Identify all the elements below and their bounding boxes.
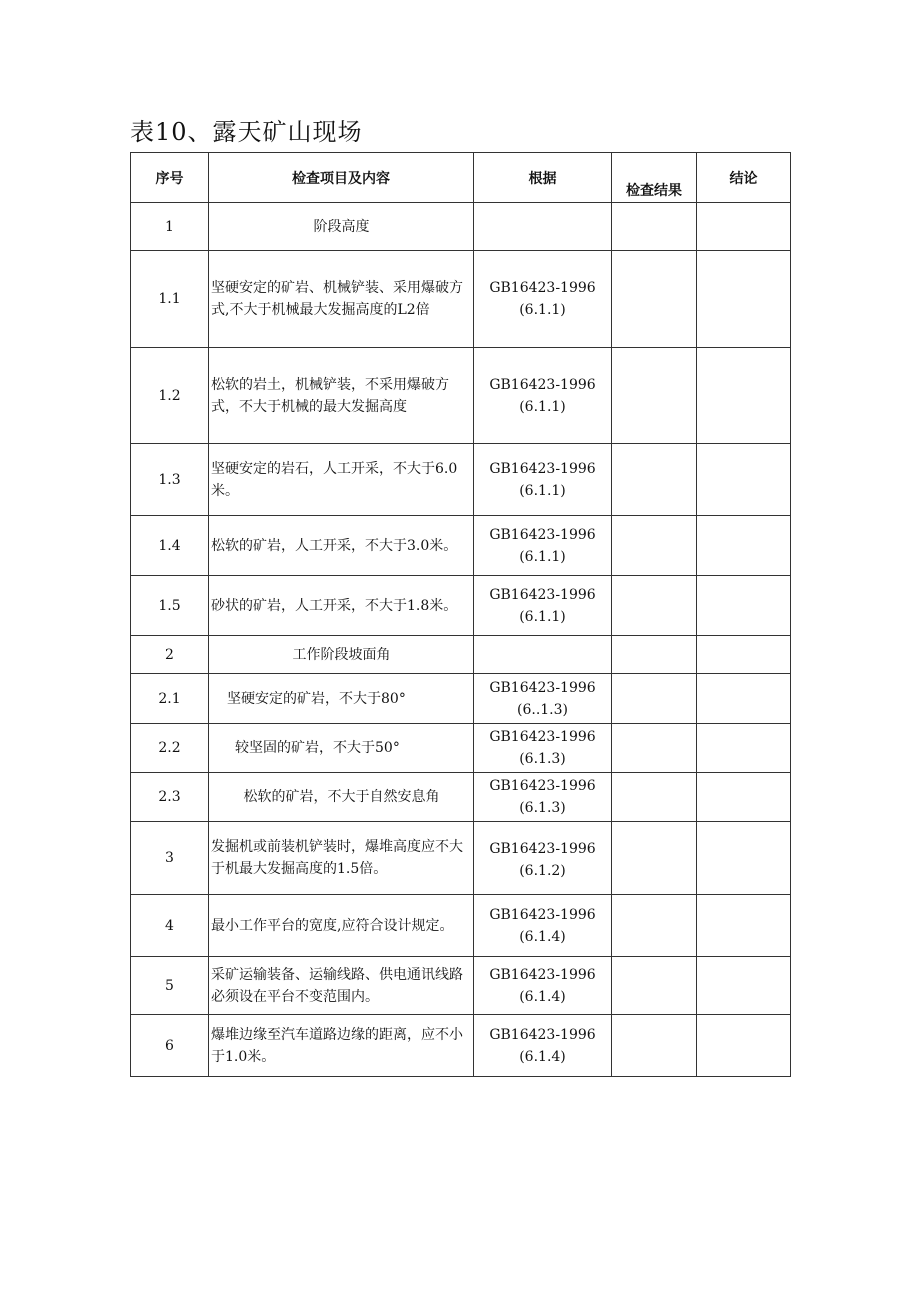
- table-row: [131, 636, 791, 674]
- row-result-cell[interactable]: [612, 895, 697, 957]
- basis-standard: GB16423-1996: [489, 526, 596, 543]
- row-item: 松软的矿岩，人工开采，不大于3.0米。: [209, 516, 474, 576]
- row-no: 1: [131, 203, 209, 251]
- table-row: [131, 251, 791, 348]
- basis-standard: GB16423-1996: [489, 778, 596, 794]
- table-row: [131, 1015, 791, 1077]
- table-row: [131, 516, 791, 576]
- table-row: [131, 773, 791, 822]
- header-result: 检查结果: [612, 153, 697, 203]
- table-row: [131, 957, 791, 1015]
- basis-clause: (6..1.3): [517, 701, 568, 718]
- basis-standard: GB16423-1996: [489, 679, 596, 696]
- table-row: [131, 348, 791, 444]
- row-no: 2.1: [131, 674, 209, 724]
- row-item: 工作阶段坡面角: [209, 636, 474, 674]
- row-item: 采矿运输装备、运输线路、供电通讯线路必须设在平台不变范围内。: [209, 957, 474, 1015]
- table-row: [131, 724, 791, 773]
- row-conclusion-cell[interactable]: [697, 251, 791, 348]
- row-basis: [474, 444, 612, 516]
- row-conclusion-cell[interactable]: [697, 895, 791, 957]
- basis-clause: (6.1.3): [519, 800, 566, 816]
- row-conclusion-cell[interactable]: [697, 203, 791, 251]
- row-basis: [474, 822, 612, 895]
- row-conclusion-cell[interactable]: [697, 674, 791, 724]
- row-basis: [474, 773, 612, 822]
- row-conclusion-cell[interactable]: [697, 957, 791, 1015]
- row-conclusion-cell[interactable]: [697, 724, 791, 773]
- row-no: 3: [131, 822, 209, 895]
- basis-standard: GB16423-1996: [489, 460, 596, 477]
- basis-clause: (6.1.3): [519, 751, 566, 767]
- table-row: [131, 895, 791, 957]
- table-row: [131, 674, 791, 724]
- row-conclusion-cell[interactable]: [697, 444, 791, 516]
- row-item: 砂状的矿岩，人工开采，不大于1.8米。: [209, 576, 474, 636]
- row-item: 坚硬安定的矿岩、机械铲装、采用爆破方式,不大于机械最大发掘高度的L2倍: [209, 251, 474, 348]
- basis-clause: (6.1.2): [519, 863, 566, 879]
- basis-clause: (6.1.1): [519, 548, 566, 565]
- row-item: 较坚固的矿岩，不大于50°: [209, 724, 474, 773]
- table-row: [131, 444, 791, 516]
- table-header-row: [131, 153, 791, 203]
- row-no: 5: [131, 957, 209, 1015]
- basis-standard: GB16423-1996: [489, 841, 596, 857]
- basis-standard: GB16423-1996: [489, 906, 596, 923]
- basis-standard: GB16423-1996: [489, 729, 596, 745]
- basis-standard: GB16423-1996: [489, 376, 596, 393]
- row-basis: [474, 674, 612, 724]
- row-no: 6: [131, 1015, 209, 1077]
- header-no: 序号: [131, 153, 209, 203]
- table-row: [131, 576, 791, 636]
- basis-clause: (6.1.4): [519, 988, 566, 1005]
- row-item: 松软的岩土，机械铲装，不采用爆破方式，不大于机械的最大发掘高度: [209, 348, 474, 444]
- row-result-cell[interactable]: [612, 957, 697, 1015]
- basis-clause: (6.1.4): [519, 1048, 566, 1065]
- row-no: 1.5: [131, 576, 209, 636]
- row-conclusion-cell[interactable]: [697, 1015, 791, 1077]
- basis-clause: (6.1.1): [519, 302, 566, 318]
- row-item: 坚硬安定的岩石，人工开采，不大于6.0米。: [209, 444, 474, 516]
- row-conclusion-cell[interactable]: [697, 636, 791, 674]
- basis-standard: GB16423-1996: [489, 1026, 596, 1043]
- row-result-cell[interactable]: [612, 822, 697, 895]
- row-result-cell[interactable]: [612, 773, 697, 822]
- table-row: [131, 822, 791, 895]
- header-item: 检查项目及内容: [209, 153, 474, 203]
- row-result-cell[interactable]: [612, 251, 697, 348]
- row-item: 爆堆边缘至汽车道路边缘的距离，应不小于1.0米。: [209, 1015, 474, 1077]
- row-basis: [474, 1015, 612, 1077]
- row-item: 发掘机或前装机铲装时，爆堆高度应不大于机最大发掘高度的1.5倍。: [209, 822, 474, 895]
- row-basis: [474, 576, 612, 636]
- page-title: 表10、露天矿山现场: [130, 118, 363, 146]
- basis-standard: GB16423-1996: [489, 280, 596, 296]
- row-item: 松软的矿岩，不大于自然安息角: [209, 773, 474, 822]
- basis-clause: (6.1.4): [519, 928, 566, 945]
- row-conclusion-cell[interactable]: [697, 822, 791, 895]
- basis-standard: GB16423-1996: [489, 586, 596, 603]
- row-result-cell[interactable]: [612, 203, 697, 251]
- row-no: 1.3: [131, 444, 209, 516]
- row-no: 2.2: [131, 724, 209, 773]
- basis-clause: (6.1.1): [519, 398, 566, 415]
- row-basis: [474, 348, 612, 444]
- row-no: 1.1: [131, 251, 209, 348]
- row-result-cell[interactable]: [612, 576, 697, 636]
- row-result-cell[interactable]: [612, 1015, 697, 1077]
- row-basis: [474, 895, 612, 957]
- row-item: 阶段高度: [209, 203, 474, 251]
- row-result-cell[interactable]: [612, 724, 697, 773]
- row-conclusion-cell[interactable]: [697, 348, 791, 444]
- row-basis: [474, 203, 612, 251]
- row-no: 1.2: [131, 348, 209, 444]
- row-basis: [474, 516, 612, 576]
- row-no: 2.3: [131, 773, 209, 822]
- header-conclusion: 结论: [697, 153, 791, 203]
- row-item: 最小工作平台的宽度,应符合设计规定。: [209, 895, 474, 957]
- row-conclusion-cell[interactable]: [697, 516, 791, 576]
- header-basis: 根据: [474, 153, 612, 203]
- row-conclusion-cell[interactable]: [697, 773, 791, 822]
- basis-clause: (6.1.1): [519, 608, 566, 625]
- row-no: 2: [131, 636, 209, 674]
- row-no: 4: [131, 895, 209, 957]
- row-result-cell[interactable]: [612, 516, 697, 576]
- row-conclusion-cell[interactable]: [697, 576, 791, 636]
- basis-clause: (6.1.1): [519, 482, 566, 499]
- table-row: [131, 203, 791, 251]
- row-basis: [474, 636, 612, 674]
- row-result-cell[interactable]: [612, 444, 697, 516]
- row-basis: [474, 724, 612, 773]
- basis-standard: GB16423-1996: [489, 966, 596, 983]
- row-result-cell[interactable]: [612, 636, 697, 674]
- row-basis: [474, 957, 612, 1015]
- inspection-table: [130, 152, 791, 1077]
- row-basis: [474, 251, 612, 348]
- row-no: 1.4: [131, 516, 209, 576]
- row-item: 坚硬安定的矿岩，不大于80°: [209, 674, 474, 724]
- row-result-cell[interactable]: [612, 348, 697, 444]
- row-result-cell[interactable]: [612, 674, 697, 724]
